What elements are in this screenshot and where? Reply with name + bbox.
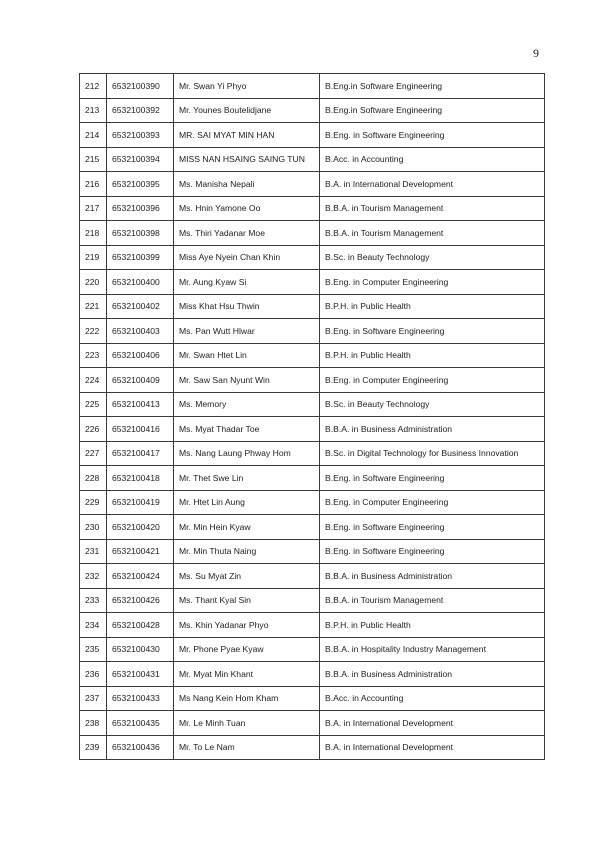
- student-id-cell: 6532100424: [107, 564, 174, 589]
- student-name-cell: Ms. Hnin Yamone Oo: [174, 196, 320, 221]
- table-row: [80, 613, 545, 638]
- program-cell: B.P.H. in Public Health: [320, 343, 545, 368]
- student-name-cell: Ms. Myat Thadar Toe: [174, 417, 320, 442]
- table-row: [80, 74, 545, 99]
- table-row: [80, 711, 545, 736]
- program-cell: B.B.A. in Business Administration: [320, 417, 545, 442]
- row-number-cell: 219: [80, 245, 107, 270]
- student-name-cell: Ms. Pan Wutt Hlwar: [174, 319, 320, 344]
- student-name-cell: MISS NAN HSAING SAING TUN: [174, 147, 320, 172]
- student-id-cell: 6532100399: [107, 245, 174, 270]
- student-name-cell: Miss Khat Hsu Thwin: [174, 294, 320, 319]
- program-cell: B.Eng. in Software Engineering: [320, 515, 545, 540]
- row-number-cell: 215: [80, 147, 107, 172]
- student-name-cell: Mr. Phone Pyae Kyaw: [174, 637, 320, 662]
- student-id-cell: 6532100395: [107, 172, 174, 197]
- student-id-cell: 6532100431: [107, 662, 174, 687]
- student-id-cell: 6532100433: [107, 686, 174, 711]
- program-cell: B.Eng. in Computer Engineering: [320, 270, 545, 295]
- student-id-cell: 6532100420: [107, 515, 174, 540]
- student-name-cell: Mr. Htet Lin Aung: [174, 490, 320, 515]
- program-cell: B.Eng. in Software Engineering: [320, 319, 545, 344]
- table-row: [80, 515, 545, 540]
- student-id-cell: 6532100416: [107, 417, 174, 442]
- student-id-cell: 6532100396: [107, 196, 174, 221]
- row-number-cell: 236: [80, 662, 107, 687]
- program-cell: B.B.A. in Business Administration: [320, 662, 545, 687]
- program-cell: B.A. in International Development: [320, 172, 545, 197]
- row-number-cell: 232: [80, 564, 107, 589]
- student-name-cell: Ms. Nang Laung Phway Hom: [174, 441, 320, 466]
- table-row: [80, 417, 545, 442]
- table-row: [80, 490, 545, 515]
- row-number-cell: 225: [80, 392, 107, 417]
- student-name-cell: Mr. Younes Boutelidjane: [174, 98, 320, 123]
- row-number-cell: 216: [80, 172, 107, 197]
- table-row: [80, 270, 545, 295]
- table-row: [80, 637, 545, 662]
- student-id-cell: 6532100394: [107, 147, 174, 172]
- program-cell: B.A. in International Development: [320, 711, 545, 736]
- table-row: [80, 368, 545, 393]
- student-id-cell: 6532100398: [107, 221, 174, 246]
- student-name-cell: Mr. Thet Swe Lin: [174, 466, 320, 491]
- student-id-cell: 6532100402: [107, 294, 174, 319]
- student-id-cell: 6532100436: [107, 735, 174, 760]
- student-name-cell: Miss Aye Nyein Chan Khin: [174, 245, 320, 270]
- student-name-cell: Ms. Thant Kyal Sin: [174, 588, 320, 613]
- program-cell: B.Eng.in Software Engineering: [320, 98, 545, 123]
- student-name-cell: Ms Nang Kein Hom Kham: [174, 686, 320, 711]
- program-cell: B.Sc. in Digital Technology for Business Innovation: [320, 441, 545, 466]
- table-row: [80, 196, 545, 221]
- row-number-cell: 228: [80, 466, 107, 491]
- program-cell: B.P.H. in Public Health: [320, 613, 545, 638]
- table-row: [80, 392, 545, 417]
- program-cell: B.Eng.in Software Engineering: [320, 74, 545, 99]
- table-row: [80, 245, 545, 270]
- student-name-cell: Mr. Swan Htet Lin: [174, 343, 320, 368]
- table-row: [80, 147, 545, 172]
- row-number-cell: 220: [80, 270, 107, 295]
- row-number-cell: 221: [80, 294, 107, 319]
- student-id-cell: 6532100419: [107, 490, 174, 515]
- student-name-cell: Mr. Le Minh Tuan: [174, 711, 320, 736]
- row-number-cell: 230: [80, 515, 107, 540]
- row-number-cell: 214: [80, 123, 107, 148]
- student-name-cell: Ms. Manisha Nepali: [174, 172, 320, 197]
- table-row: [80, 441, 545, 466]
- student-id-cell: 6532100390: [107, 74, 174, 99]
- student-name-cell: Mr. Min Thuta Naing: [174, 539, 320, 564]
- student-name-cell: Mr. Myat Min Khant: [174, 662, 320, 687]
- table-row: [80, 294, 545, 319]
- row-number-cell: 213: [80, 98, 107, 123]
- student-id-cell: 6532100426: [107, 588, 174, 613]
- row-number-cell: 237: [80, 686, 107, 711]
- table-row: [80, 564, 545, 589]
- page-number: 9: [533, 46, 539, 60]
- program-cell: B.P.H. in Public Health: [320, 294, 545, 319]
- student-name-cell: MR. SAI MYAT MIN HAN: [174, 123, 320, 148]
- student-name-cell: Ms. Khin Yadanar Phyo: [174, 613, 320, 638]
- row-number-cell: 239: [80, 735, 107, 760]
- program-cell: B.B.A. in Tourism Management: [320, 196, 545, 221]
- program-cell: B.B.A. in Tourism Management: [320, 588, 545, 613]
- table-row: [80, 735, 545, 760]
- student-name-cell: Ms. Su Myat Zin: [174, 564, 320, 589]
- table-row: [80, 98, 545, 123]
- roster-body: [80, 74, 545, 760]
- row-number-cell: 233: [80, 588, 107, 613]
- table-row: [80, 686, 545, 711]
- row-number-cell: 212: [80, 74, 107, 99]
- row-number-cell: 229: [80, 490, 107, 515]
- student-id-cell: 6532100392: [107, 98, 174, 123]
- student-id-cell: 6532100421: [107, 539, 174, 564]
- row-number-cell: 234: [80, 613, 107, 638]
- student-roster-table: [79, 73, 545, 760]
- program-cell: B.Eng. in Software Engineering: [320, 539, 545, 564]
- table-row: [80, 662, 545, 687]
- row-number-cell: 218: [80, 221, 107, 246]
- student-id-cell: 6532100413: [107, 392, 174, 417]
- program-cell: B.Acc. in Accounting: [320, 147, 545, 172]
- row-number-cell: 224: [80, 368, 107, 393]
- program-cell: B.Eng. in Software Engineering: [320, 466, 545, 491]
- student-name-cell: Mr. To Le Nam: [174, 735, 320, 760]
- table-row: [80, 172, 545, 197]
- student-name-cell: Ms. Memory: [174, 392, 320, 417]
- student-id-cell: 6532100409: [107, 368, 174, 393]
- student-id-cell: 6532100418: [107, 466, 174, 491]
- table-row: [80, 539, 545, 564]
- table-row: [80, 588, 545, 613]
- program-cell: B.Sc. in Beauty Technology: [320, 392, 545, 417]
- row-number-cell: 238: [80, 711, 107, 736]
- row-number-cell: 227: [80, 441, 107, 466]
- row-number-cell: 226: [80, 417, 107, 442]
- row-number-cell: 222: [80, 319, 107, 344]
- program-cell: B.A. in International Development: [320, 735, 545, 760]
- student-name-cell: Mr. Swan Yi Phyo: [174, 74, 320, 99]
- program-cell: B.Eng. in Computer Engineering: [320, 368, 545, 393]
- table-row: [80, 221, 545, 246]
- table-row: [80, 319, 545, 344]
- table-row: [80, 466, 545, 491]
- table-row: [80, 343, 545, 368]
- student-id-cell: 6532100403: [107, 319, 174, 344]
- program-cell: B.Eng. in Software Engineering: [320, 123, 545, 148]
- student-id-cell: 6532100400: [107, 270, 174, 295]
- student-name-cell: Mr. Saw San Nyunt Win: [174, 368, 320, 393]
- row-number-cell: 235: [80, 637, 107, 662]
- table-row: [80, 123, 545, 148]
- student-id-cell: 6532100406: [107, 343, 174, 368]
- program-cell: B.Eng. in Computer Engineering: [320, 490, 545, 515]
- program-cell: B.B.A. in Tourism Management: [320, 221, 545, 246]
- row-number-cell: 223: [80, 343, 107, 368]
- student-id-cell: 6532100393: [107, 123, 174, 148]
- program-cell: B.Sc. in Beauty Technology: [320, 245, 545, 270]
- student-name-cell: Mr. Min Hein Kyaw: [174, 515, 320, 540]
- student-name-cell: Ms. Thiri Yadanar Moe: [174, 221, 320, 246]
- student-id-cell: 6532100428: [107, 613, 174, 638]
- program-cell: B.Acc. in Accounting: [320, 686, 545, 711]
- student-id-cell: 6532100435: [107, 711, 174, 736]
- row-number-cell: 217: [80, 196, 107, 221]
- student-id-cell: 6532100417: [107, 441, 174, 466]
- student-id-cell: 6532100430: [107, 637, 174, 662]
- row-number-cell: 231: [80, 539, 107, 564]
- program-cell: B.B.A. in Hospitality Industry Management: [320, 637, 545, 662]
- program-cell: B.B.A. in Business Administration: [320, 564, 545, 589]
- student-name-cell: Mr. Aung Kyaw Si: [174, 270, 320, 295]
